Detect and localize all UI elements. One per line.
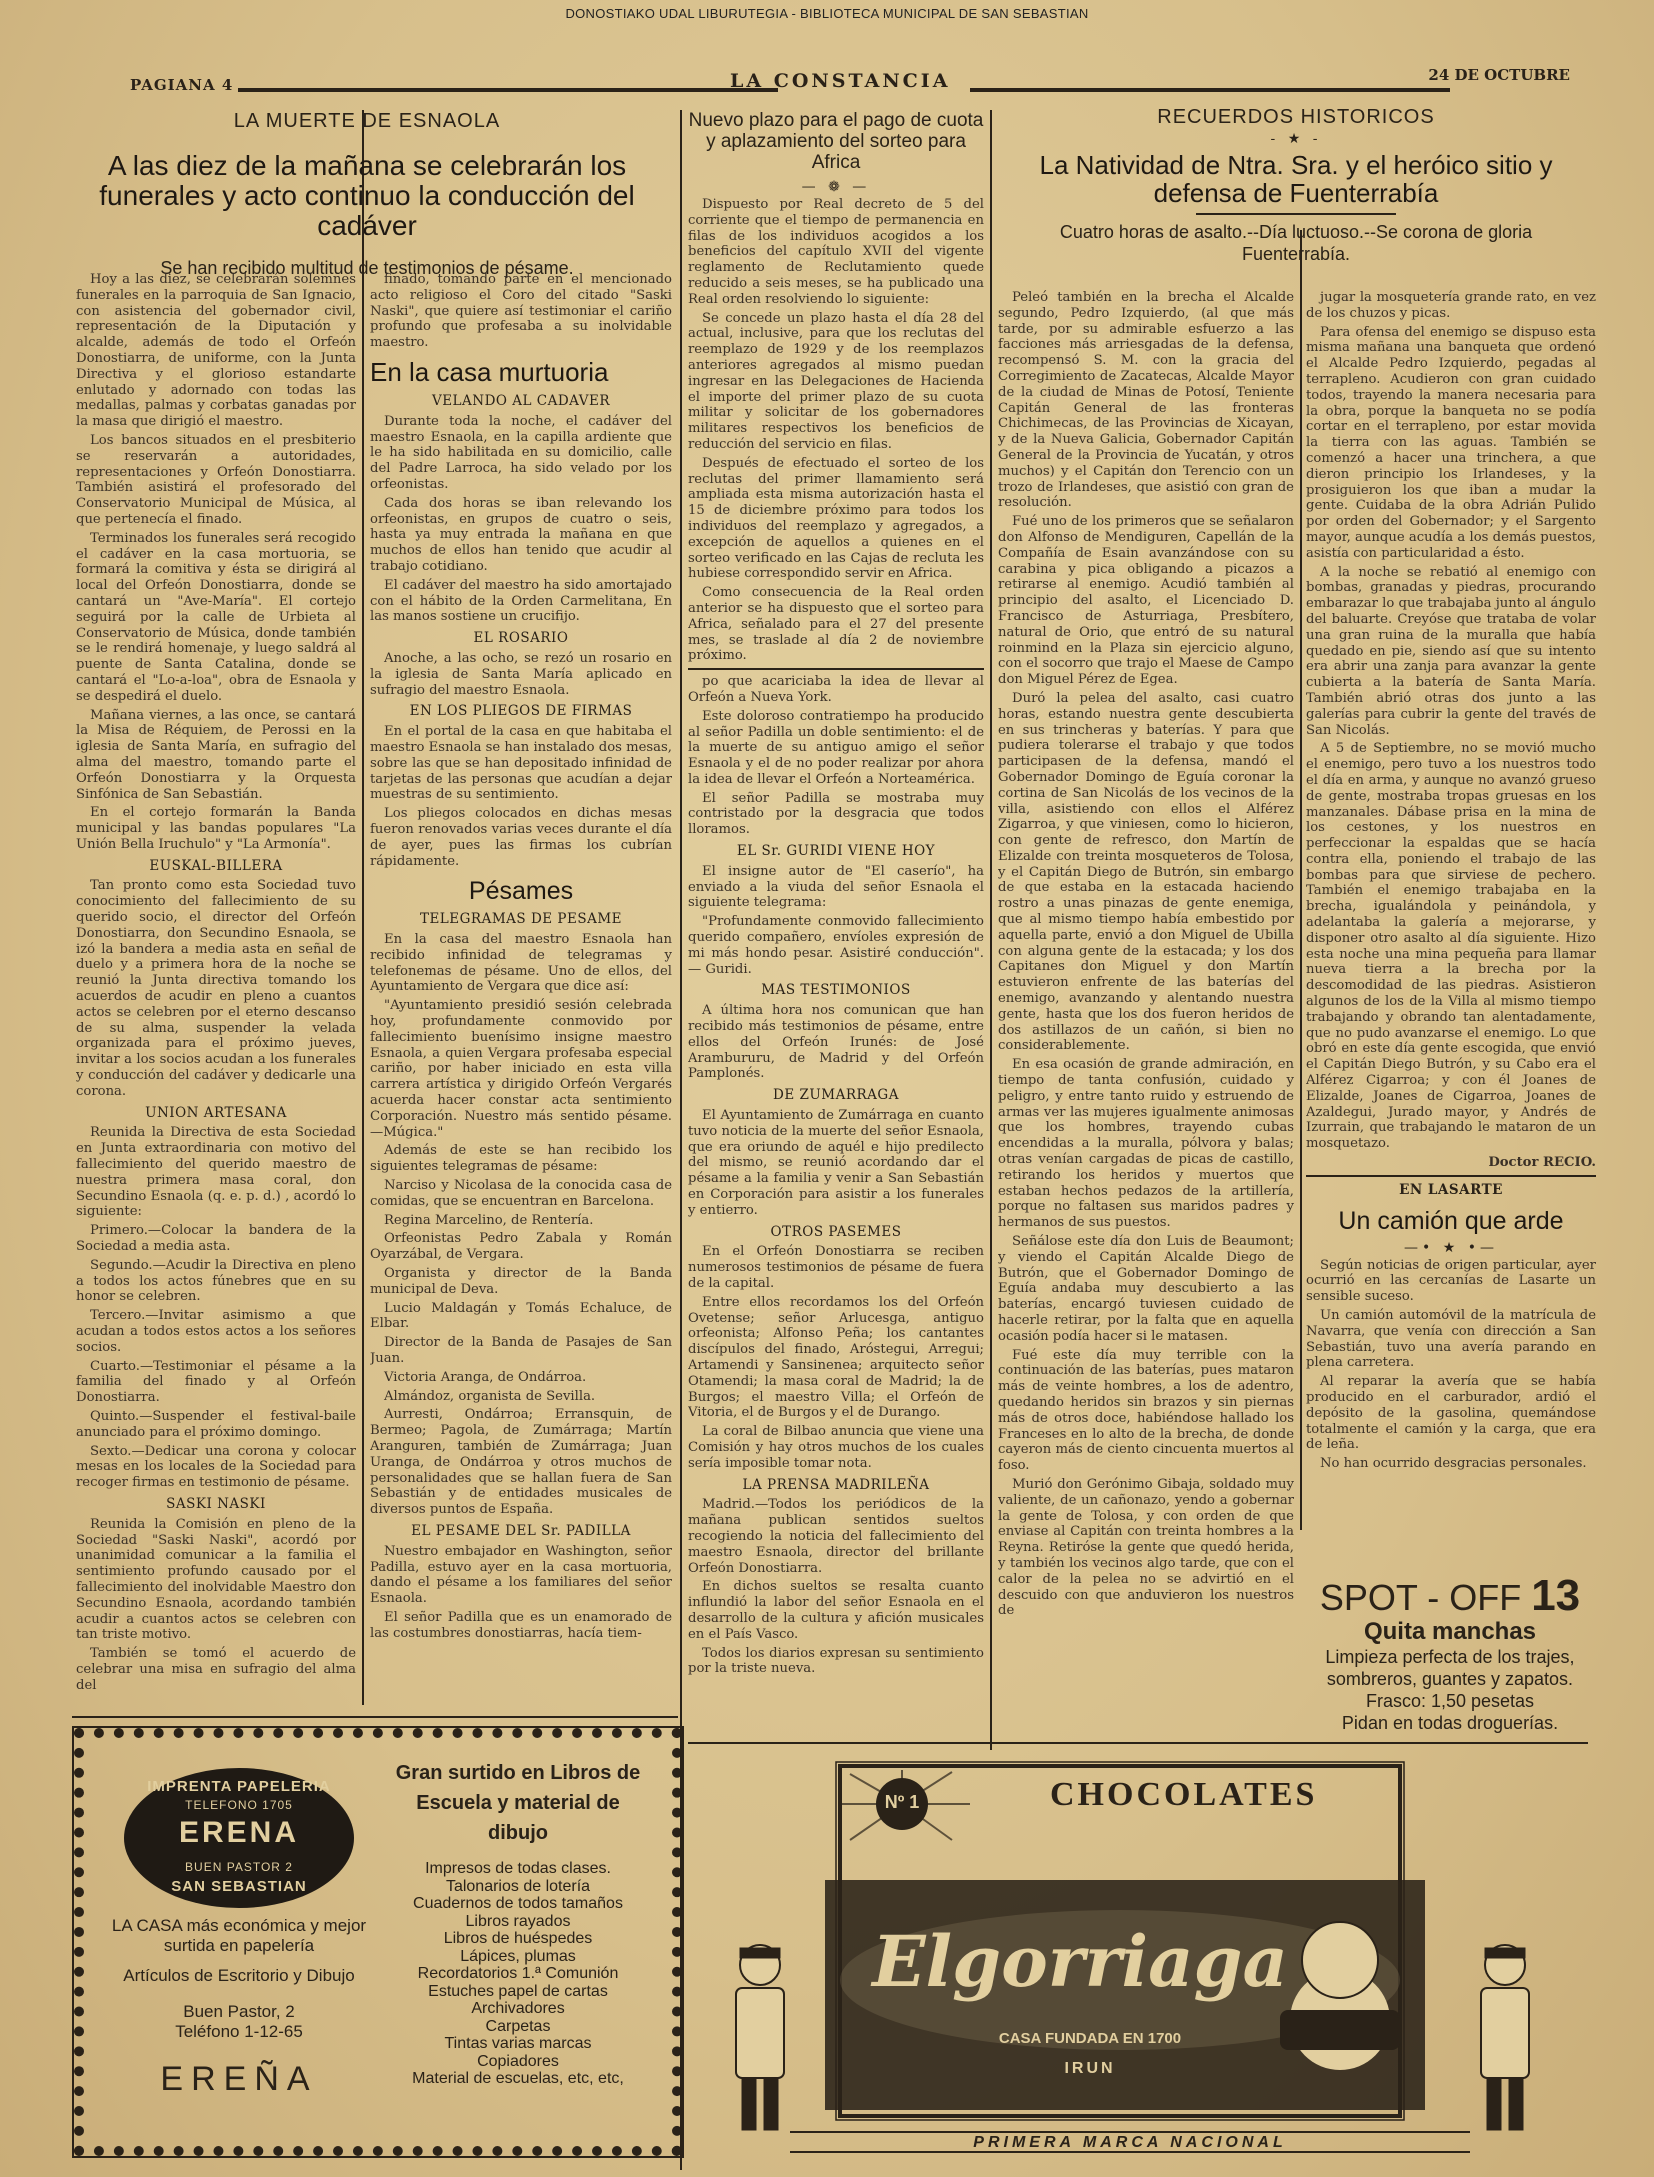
paragraph: El señor Padilla se mostraba muy contristado por la desgracia que todos lloramos. [688,790,984,838]
column-rule [1300,230,1302,1530]
paragraph: Victoria Aranga, de Ondárroa. [384,1369,587,1385]
ornament: — ❁ — [801,179,871,195]
paragraph: Reunida la Directiva de esta Sociedad en Junta extraordinaria con motivo del fallecimiento del querido maestro de nuestra primera masa coral, don Secundino Esnaola (q. e. p. d.) , acordó lo siguiente: [76,1125,356,1220]
paragraph-group [370,272,672,351]
erena-product-item: Impresos de todas clases. [425,1860,611,1877]
paragraph-group [998,290,1294,1619]
section-rule [72,1716,678,1718]
chocolate-brand: Elgorriaga [872,1920,1288,2003]
erena-logo: EREÑA [160,2060,318,2098]
paragraph: El insigne autor de "El caserío", ha enviado a la viuda del señor Esnaola el siguiente telegrama: [688,863,984,911]
article-fuenterrabia-col5 [1306,290,1596,1570]
paragraph-group [370,651,672,698]
paragraph: Terminados los funerales será recogido el cadáver en la casa mortuoria, se formará la comitiva y ésta se dirigirá al local del Orfeón Donostiarra, donde se cantará un "Ave-María". El cortejo seguirá por la calle de Urbieta al Conservatorio de Música, donde también se le rendirá homenaje, y luego saldrá al puente de Santa Catalina, donde se cantará el "Lo-a-loa", obra de Esnaola y se despedirá el duelo. [76,530,356,704]
paragraph: Señálose este día don Luis de Beaumont; y viendo el Capitán Alcalde Diego de Butrón, que el Gobernador Domingo de Eguía andaba muy descubierto a las baterías, encargó tuviesen cuidado de hacerle retirar, por la falta que en aquella ocasión podía hacer si le matasen. [998,1234,1294,1344]
erena-tagline: LA CASA más económica y mejor surtida en papelería [111,1916,367,1955]
archive-banner: DONOSTIAKO UDAL LIBURUTEGIA - BIBLIOTECA MUNICIPAL DE SAN SEBASTIAN [565,6,1089,21]
subheading: VELANDO AL CADAVER [431,392,611,409]
erena-product-item: Tintas varias marcas [444,2035,592,2052]
chocolate-city: IRUN [1064,2060,1116,2077]
paragraph: Entre ellos recordamos los del Orfeón Ovetense; señor Arlucesga, antiguo orfeonista; Alfonso Peña; los cantantes discípulos del finado, Aróstegui, Arregui; Artamendi y Sansinenea; arquitecto señor Otamendi; la masa coral de Madrid; la de Burgos; el maestro Villa; el Orfeón de Vitoria, el de Burgos y el de Durango. [688,1294,984,1421]
paragraph: Mañana viernes, a las once, se cantará la Misa de Réquiem, de Perossi en la iglesia de Santa María, en sufragio del alma del maestro, tomando parte el Orfeón Donostiarra y la Orquesta Sinfónica de San Sebastián. [76,707,356,802]
subheading: LA PRENSA MADRILEÑA [742,1476,930,1493]
paragraph: También se tomó el acuerdo de celebrar una misa en sufragio del alma del [76,1646,356,1693]
headline: La Natividad de Ntra. Sra. y el heróico sitio y defensa de Fuenterrabía [1039,150,1553,208]
erena-info [94,1916,384,2099]
ad-line: Quita manchas [1363,1618,1537,1645]
section-rule [688,1742,1588,1744]
paragraph-group [76,1517,356,1694]
paragraph: Se concede un plazo hasta el día 28 del actual, inclusive, para que los reclutas del reemplazo de 1929 y de los reemplazos anteriores agregados al mismo puedan ingresar en las Delegaciones de Hacienda el importe del primer plazo de su cuota militar y solicitar de los gobernadores militares respectivos los beneficios de reducción del servicio en filas. [688,310,984,452]
ad-erena [74,1728,682,2156]
paragraph: Madrid.—Todos los periódicos de la mañana publican sentidos sueltos recogiendo la noticia del fallecimiento del maestro Esnaola, director del brillante Orfeón Donostiarra. [688,1497,984,1576]
paragraph: El Ayuntamiento de Zumárraga en cuanto tuvo noticia de la muerte del señor Esnaola, que era oriundo de aquél e hijo predilecto del mismo, se reunió acordando dar el pésame a la familia y venir a San Sebastián en Corporación para asistir a los funerales y entierro. [688,1108,984,1218]
erena-product-item: Copiadores [477,2052,559,2070]
erena-product-item: Archivadores [471,2000,565,2017]
article-esnaola-col2 [370,272,672,1702]
seal-name: ERENA [178,1816,299,1849]
paragraph: po que acariciaba la idea de llevar al Orfeón a Nueva York. [688,674,984,705]
erena-product-item: Recordatorios 1.ª Comunión [417,1965,619,1982]
ad-brand: SPOT - OFF [1319,1577,1522,1618]
erena-product-item: Talonarios de lotería [445,1877,591,1895]
ad-number: 13 [1531,1571,1581,1620]
paragraph: Tan pronto como esta Sociedad tuvo conocimiento del fallecimiento de su querido socio, el director del Orfeón Donostiarra, don Secundino Esnaola, se izó la bandera a media asta en señal de duelo y a primera hora de la noche se reunió la Junta directiva tomando los acuerdos de acudir en pleno a cuantos actos se celebren por el eterno descanso de su alma, suspender la velada organizada para el próximo jueves, invitar a los socios acudan a los funerales y conducción del cadáver y dedicarle una corona. [76,878,356,1099]
section-heading: Pésames [468,877,574,906]
paragraph: Tercero.—Invitar asimismo a que acudan a todos estos actos a los señores socios. [76,1308,356,1355]
ornament: - ★ - [1270,131,1322,147]
paragraph: Los bancos situados en el presbiterio se reservarán a autoridades, representaciones y Orfeón Donostiarra. También asistirá el profesorado del Conservatorio Municipal de Música, al que pertenecía el finado. [76,432,356,527]
ad-line: Limpieza perfecta de los trajes, sombreros, guantes y zapatos. [1325,1647,1575,1689]
article-fuenterrabia-header [996,106,1596,286]
column-rule [990,110,992,1750]
chocolate-founded: CASA FUNDADA EN 1700 [998,2030,1182,2047]
paragraph: "Profundamente conmovido fallecimiento querido compañero, envíoles expresión de mi más hondo pesar. Asistiré conducción". — Guridi. [688,914,984,977]
paragraph: El señor Padilla que es un enamorado de las costumbres donostiarras, hacía tiem- [370,1609,672,1641]
chocolate-head: CHOCOLATES [1050,1776,1318,1813]
erena-product-item: Estuches papel de cartas [428,1982,608,2000]
paragraph-group [688,1497,984,1677]
subheading: EL PESAME DEL Sr. PADILLA [411,1522,631,1539]
paragraph-group [688,1244,984,1471]
paragraph-group [76,1125,356,1491]
ad-spot-off [1300,1571,1600,1734]
paragraph: En el cortejo formarán la Banda municipal y las bandas populares "La Unión Bella Iruchulo" y "La Armonía". [76,805,356,852]
paragraph: Director de la Banda de Pasajes de San Juan. [370,1335,672,1367]
article-fuenterrabia-col4 [998,290,1294,1730]
subheading: SASKI NASKI [166,1495,266,1512]
paragraph: finado, tomando parte en el mencionado acto religioso el Coro del citado "Saski Naski", que quiere así testimoniar el cariño profundo que profesaba a su inolvidable maestro. [370,272,672,351]
masthead-rule-right [970,88,1450,92]
paragraph: Fué este día muy terrible con la continuación de las baterías, pues mataron más de veinte hombres, a los de adentro, quedando heridos sin brazos y sin piernas más de otros doce, habiéndose hallado los Franceses en lo alto de la brecha, de donde cayeron más de ciento cincuenta muertos al foso. [998,1347,1294,1474]
paragraph-group [370,932,672,1518]
paragraph: Segundo.—Acudir la Directiva en pleno a todos los actos fúnebres que en su honor se celebren. [76,1257,356,1305]
page-number: PAGIANA 4 [130,76,234,94]
paragraph: Organista y director de la Banda municipal de Deva. [370,1266,672,1297]
paragraph: A la noche se rebatió al enemigo con bombas, granadas y piedras, procurando embarazar lo que trabajaba junto al ángulo del baluarte. Creyóse que trataba de volar una gran ruina de la muralla que había quedado en pie, siendo así que su intento era abrir una zanja para avanzar la gente cubierta a la batería de Santa María. También abrió otras dos junto a las galerías para cubrir la gente del través de San Nicolás. [1306,564,1596,738]
erena-product-item: Lápices, plumas [460,1947,576,1965]
paragraph-group [688,1003,984,1082]
paragraph: Durante toda la noche, el cadáver del maestro Esnaola, en la capilla ardiente que le ha sido habilitada en su domicilio, calle del Padre Larroca, ha sido velado por los orfeonistas. [370,413,672,492]
masthead-rule-left [238,88,778,92]
paragraph: Al reparar la avería que se había producido en el carburador, ardió el depósito de la gasolina, quemándose totalmente el camión y la carga, que era de leña. [1306,1374,1596,1453]
erena-seal-logo [124,1768,354,1908]
seal-address: BUEN PASTOR 2 [185,1860,293,1874]
paragraph-group [370,414,672,625]
paragraph: Sexto.—Dedicar una corona y colocar mesas en los locales de la Sociedad para recoger firmas en testimonio de pésame. [76,1443,356,1491]
divider [688,668,984,670]
column-rule [362,110,364,1705]
subheading: EN LOS PLIEGOS DE FIRMAS [409,703,633,720]
paragraph: Regina Marcelino, de Rentería. [384,1212,594,1228]
paragraph: No han ocurrido desgracias personales. [1320,1456,1587,1472]
paragraph: Cada dos horas se iban relevando los orfeonistas, en grupos de cuatro o seis, hasta ya muy entrada la mañana en que muchos de ellos han tenido que acudir al trabajo cotidiano. [370,495,672,574]
paragraph: Además de este se han recibido los siguientes telegramas de pésame: [370,1143,672,1175]
newspaper-title: LA CONSTANCIA [730,70,951,92]
paragraph: Duró la pelea del asalto, casi cuatro horas, estando nuestra gente descubierta en sus trincheras y baterías. Y para que pudiera tolerarse el trabajo y que todos participasen de la defensa, mandó el Gobernador Domingo de Eguía coronar la cortina de San Nicolás de los vecinos de la villa, asistiendo con ellos el Alférez Zigarroa, y que viniesen, como lo hicieron, con gente de refresco, don Martín de Elizalde con treinta mosqueteros de Tolosa, y el Capitán Diego de Butrón, sin embargo de que estaba en la estacada haciendo rostro a unas pinazas de gente enemiga, que al mismo tiempo había embestido por aquella parte, envió a don Miguel de Ubilla con alguna gente de la estacada; y los dos Capitanes don Miguel y don Martín estuvieron enfrente de las baterías del enemigo, avanzando y alentando nuestra gente, hasta que los dos fueron heridos de dos astillazos de un cañón, si bien no considerablemente. [998,690,1294,1054]
paragraph-group [688,197,984,664]
paragraph: A última hora nos comunican que han recibido más testimonios de pésame, entre ellos del Orfeón Irunés: de José Arambururu, de Madrid y del Orfeón Pamplonés. [688,1003,984,1082]
paragraph: La coral de Bilbao anuncia que viene una Comisión y hay otros muchos de los cuales sería imposible tomar nota. [688,1424,984,1471]
headline: A las diez de la mañana se celebrarán los funerales y acto continuo la conducción del cadáver [99,150,635,241]
paragraph: Hoy a las diez, se celebrarán solemnes funerales en la parroquia de San Ignacio, con asistencia del gobernador civil, representación de la Diputación y alcalde, además de todo el Orfeón Donostiarra, de uniforme, con la Junta Directiva y el glorioso estandarte enlutado y adornado con todas las medallas, palmas y corbatas ganadas por la masa que dirigió el maestro. [76,272,356,430]
article-sorteo-col3 [688,110,984,1740]
erena-product-item: Carpetas [485,2017,551,2035]
paragraph: Quinto.—Suspender el festival-baile anunciado para el próximo domingo. [76,1408,356,1440]
signature: Doctor RECIO. [1488,1155,1596,1171]
paragraph: Anoche, a las ocho, se rezó un rosario en la iglesia de Santa María aplicado en sufragio del maestro Esnaola. [370,650,672,698]
paragraph: Todos los diarios expresan su sentimiento por la triste nueva. [688,1645,984,1677]
erena-phone: Teléfono 1-12-65 [175,2022,303,2041]
divider [1306,1175,1596,1177]
headline: Un camión que arde [1338,1206,1564,1235]
paragraph: "Ayuntamiento presidió sesión celebrada hoy, profundamente conmovido por fallecimiento buenísimo insigne maestro Esnaola, a quien Vergara profesaba especial cariño, por haber iniciado en esta villa carrera artística y dirigido Orfeón Vergarés acuerda hacer constar acta sentimiento Corporación. Nuestro más sentido pésame. —Múgica." [370,998,672,1140]
paragraph: Para ofensa del enemigo se dispuso esta misma mañana una banqueta que ordenó el Alcalde Pedro Izquierdo, pegadas al terrapleno. Acudieron con gran cuidado todos, trayendo la manera necesaria para la obra, porque la banqueta no se podía cortar en el terrapleno, por estar movida la tierra con las aguas. También se comenzó a hacer una trinchera, a que dieron principio los Irlandeses, y la prosiguieron los que iban a mudar la gente. Cuidaba de la obra Adrián Pulido por orden del Gobernador; y el Sargento mayor, aunque acudía a los demás puestos, asistía con particularidad a ésto. [1306,324,1596,561]
paragraph: En esa ocasión de grande admiración, en tiempo de tanta confusión, cuidado y peligro, y entre tanto ruido y estruendo de armas ver las mujeres igualmente animosas que los hombres, trayendo cubas encendidas a la muralla, pólvora y balas; otras venían cargadas de picas de castillo, retirando los heridos y muertos que estaban hechos pedazos de la artillería, porque no faltasen sus maridos padres y hermanos de sus puestos. [998,1057,1294,1231]
seal-city: SAN SEBASTIAN [171,1878,307,1895]
paragraph: Según noticias de origen particular, ayer ocurrió en las cercanías de Lasarte un sensible suceso. [1306,1257,1596,1305]
headline: Nuevo plazo para el pago de cuota y aplazamiento del sorteo para Africa [688,110,984,173]
erena-product-item: Libros de huéspedes [443,1930,593,1947]
kicker: RECUERDOS HISTORICOS [1157,106,1435,128]
erena-products [384,1758,652,2088]
subheading: EL ROSARIO [473,630,569,647]
paragraph: Cuarto.—Testimoniar el pésame a la familia del finado y al Orfeón Donostiarra. [76,1358,356,1406]
deck: Cuatro horas de asalto.--Día luctuoso.--Se corona de gloria Fuenterrabía. [1059,222,1533,264]
paragraph-group [370,724,672,869]
erena-product-item: Material de escuelas, etc, etc, [412,2070,624,2087]
subheading: UNION ARTESANA [145,1104,287,1121]
paragraph: Primero.—Colocar la bandera de la Sociedad a media asta. [76,1223,356,1255]
paragraph-group [370,1544,672,1642]
kicker: EN LASARTE [1399,1181,1503,1198]
divider [1196,213,1396,215]
chocolate-footer: PRIMERA MARCA NACIONAL [973,2134,1287,2151]
subheading: EUSKAL-BILLERA [149,857,283,874]
paragraph: En el Orfeón Donostiarra se reciben numerosos testimonios de pésame de fuera de la capital. [688,1244,984,1291]
deck: Se han recibido multitud de testimonios de pésame. [160,258,574,278]
paragraph: Orfeonistas Pedro Zabala y Román Oyarzábal, de Vergara. [370,1231,672,1263]
paragraph-group [1306,290,1596,1152]
erena-product-item: Cuadernos de todos tamaños [413,1895,623,1912]
paragraph: Lucio Maldagán y Tomás Echaluce, de Elbar. [370,1300,672,1332]
paragraph-group [76,878,356,1099]
paragraph: Como consecuencia de la Real orden anterior se ha dispuesto que el sorteo para Africa, señalado para el 27 del presente mes, se traslade al día 2 de noviembre próximo. [688,585,984,664]
erena-products-heading: Gran surtido en Libros de Escuela y material de dibujo [395,1762,641,1844]
paragraph: Peleó también en la brecha el Alcalde segundo, Pedro Izquierdo, (al que más tarde, por su admirable esfuerzo a las facciones más arriesgadas de la defensa, recompensó S. M. con la gracia del Corregimiento de Zacatecas, Alcalde Mayor de la ciudad de Minas de Potosí, Teniente Capitán General de las fronteras Chichimecas, de las Provincias de Xicayan, y de la Nueva Galicia, Gobernador Capitán General de la Provincia de Yucatán, y otros muchos) y el Capitán don Terencio con un trozo de Irlandeses, que asistió con gran de resolución. [998,290,1294,511]
paragraph-group [688,864,984,978]
paragraph-group [688,674,984,838]
paragraph: Narciso y Nicolasa de la conocida casa de comidas, que se encuentran en Barcelona. [370,1178,672,1209]
subheading: TELEGRAMAS DE PESAME [419,911,623,928]
paragraph: Un camión automóvil de la matrícula de Navarra, que venía con dirección a San Sebastián, tuvo una avería parando en plena carretera. [1306,1308,1596,1371]
ad-chocolates-elgorriaga [690,1760,1570,2160]
paragraph: En la casa del maestro Esnaola han recibido infinidad de telegramas y telefonemas de pésame. Uno de ellos, del Ayuntamiento de Vergara que dice así: [370,932,672,995]
paragraph: Reunida la Comisión en pleno de la Sociedad "Saski Naski", acordó por unanimidad comunicar a la familia el sentimiento profundo causado por el fallecimiento del inolvidable Maestro don Secundino Esnaola, acordando también acudir a cuantos actos se celebren con tan triste motivo. [76,1516,356,1643]
ornament: —• ★ •— [1404,1239,1498,1256]
seal-text: IMPRENTA PAPELERIA [147,1778,331,1795]
paragraph: Fué uno de los primeros que se señalaron don Alfonso de Mendiguren, Capellán de la Compañía de Esain avanzándose con su carabina y pica obligando a picazos a retirarse al enemigo. Acudió también al principio del asalto, el Licenciado D. Francisco de Asturriaga, Presbítero, natural de Orio, que entró de su natural roinmind en la Plaza sin ejercicio alguno, con el socorro que trajo el Maese de Campo don Miguel Pérez de Egea. [998,514,1294,688]
paragraph: Aurresti, Ondárroa; Erransquin, de Bermeo; Pagola, de Zumárraga; Martín Aranguren, también de Zumárraga; Juan Uranga, de Ondárroa y otros muchos de personalidades que se hallan fuera de San Sebastián y de entidades musicales de diversos puntos de España. [370,1407,672,1518]
paragraph: Después de efectuado el sorteo de los reclutas del primer llamamiento será ampliada esta misma autorización hasta el 15 de diciembre próximo para todos los individuos del reemplazo y agregados, a excepción de aquellos a quienes en el sorteo verificado en las Cajas de recluta les hubiese correspondido servir en Africa. [688,455,984,582]
masthead [120,62,1580,98]
subheading: MAS TESTIMONIOS [761,982,911,999]
paragraph: jugar la mosquetería grande rato, en vez de los chuzos y picas. [1306,290,1596,321]
chocolate-badge: Nº 1 [884,1792,920,1812]
ad-line: Frasco: 1,50 pesetas [1365,1691,1535,1711]
paragraph: En el portal de la casa en que habitaba el maestro Esnaola se han instalado dos mesas, sobre las que se han depositado infinidad de tarjetas de las personas que acudían a dejar muestras de su sentimiento. [370,724,672,803]
subheading: DE ZUMARRAGA [773,1087,899,1104]
paragraph: Dispuesto por Real decreto de 5 del corriente que el tiempo de permanencia en filas de los individuos acogidos a los beneficios del capítulo XVII del vigente reglamento de Reclutamiento quede reducido a seis meses, se ha publicado una Real orden resolviendo lo siguiente: [688,197,984,307]
paragraph-group [1306,1258,1596,1472]
paragraph: Murió don Gerónimo Gibaja, soldado muy valiente, de un cañonazo, yendo a gobernar la gente de Tolosa, y con orden de que enviase al Capitán con treinta hombres a la Reyna. Retiróse la gente que quedó herida, y también los vecinos algo tarde, que con el calor de la pelea no se advirtió en el descuido con que anduvieron los nuestros de [998,1476,1294,1619]
paragraph: A 5 de Septiembre, no se movió mucho el enemigo, pero tuvo a los nuestros todo el día en arma, y aunque no avanzó grueso de gente, mostraba tropas gruesas en los manzanales. Dábase prisa en la mina de los cestones, y los nuestros en perfeccionar la espaldas que se hacía contra ella, poniendo el trabajo de las bombas para que sirviese de pechero. También el enemigo trabajaba en la brecha, igualándola y peinándola, y adelantaba la galería a mejorarse, y disponer otro asalto al día siguiente. Hizo esta noche una mina pequeña para llamar nueva tierra a la brecha por la descomodidad de las piedras. Asistieron algunos de los de la Villa al mismo tiempo trabajando y obrando tan alentadamente, que no pudo avanzarse el enemigo. Lo que obró en este día gente escogida, que envió el Capitán Diego Butrón, y su Cabo era el Alférez Cigarroa; y con él Joanes de Elizalde, Joanes de Cigarroa, Joanes de Azaldegui, Jurado mayor, y Andrés de Izurrain, que trabajando le mataron de un mosquetazo. [1306,741,1596,1152]
ad-line: Pidan en todas droguerías. [1341,1713,1559,1733]
paragraph: Los pliegos colocados en dichas mesas fueron renovados varias veces durante el día de ayer, pues las firmas los cubrían rápidamente. [370,806,672,869]
issue-date: 24 DE OCTUBRE [1428,66,1570,84]
paragraph-group [688,1108,984,1219]
paragraph: Este doloroso contratiempo ha producido al señor Padilla un doble sentimiento: el de la muerte de su antiguo amigo el señor Esnaola y el de no poder realizar por ahora la idea de llevar el Orfeón a Norteamérica. [688,708,984,787]
paragraph: El cadáver del maestro ha sido amortajado con el hábito de la Orden Carmelitana, En las manos sostiene un crucifijo. [370,577,672,625]
erena-articles: Artículos de Escritorio y Dibujo [123,1966,355,1985]
article-esnaola-col1 [76,272,356,1702]
paragraph-group [76,272,356,853]
kicker: LA MUERTE DE ESNAOLA [233,110,501,132]
paragraph: En dichos sueltos se resalta cuanto influndió la labor del señor Esnaola en el desarrollo de la cultura y afición musicales en el País Vasco. [688,1579,984,1642]
paragraph: Nuestro embajador en Washington, señor Padilla, estuvo ayer en la casa mortuoria, dando el pésame a los familiares del señor Esnaola. [370,1543,672,1607]
erena-address: Buen Pastor, 2 [183,2002,295,2021]
erena-product-list [384,1860,652,2088]
erena-product-item: Libros rayados [465,1912,571,1930]
seal-phone: TELEFONO 1705 [185,1798,293,1812]
subheading: OTROS PASEMES [770,1223,902,1240]
subheading: EL Sr. GURIDI VIENE HOY [736,843,936,860]
section-heading: En la casa murtuoria [370,356,609,387]
paragraph: Almándoz, organista de Sevilla. [384,1388,596,1404]
